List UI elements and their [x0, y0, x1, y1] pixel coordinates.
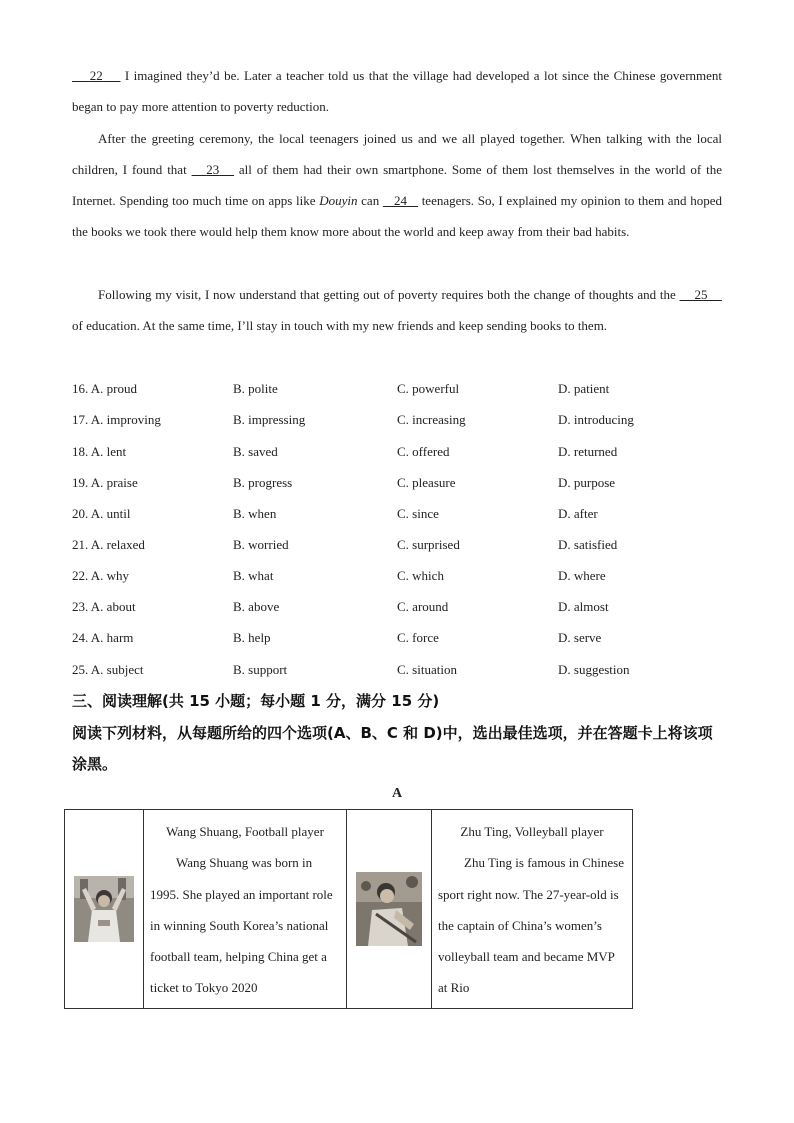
passage-text: of education. At the same time, I’ll stay in touch with my new friends and keep sending books to them.: [72, 318, 608, 333]
profile-title: Wang Shuang, Football player: [166, 824, 324, 839]
option-d: D. purpose: [558, 475, 616, 490]
option-a: 23. A. about: [72, 599, 136, 614]
zhu-ting-photo: [356, 872, 422, 946]
option-c: C. offered: [397, 444, 450, 459]
photo-cell: [65, 810, 144, 1009]
option-d: D. serve: [558, 630, 602, 645]
table-row: [65, 810, 633, 1009]
option-d: D. satisfied: [558, 537, 618, 552]
option-a: 21. A. relaxed: [72, 537, 145, 552]
section-instruction: 阅读下列材料，从每题所给的四个选项(A、B、C 和 D)中，选出最佳选项，并在答题卡上将该项涂黑。: [72, 724, 713, 773]
section-heading: 三、阅读理解(共 15 小题；每小题 1 分，满分 15 分): [72, 692, 440, 710]
option-b: B. worried: [233, 537, 289, 552]
option-b: B. impressing: [233, 412, 306, 427]
photo-cell: [347, 810, 432, 1009]
passage-paragraph-0: [72, 60, 722, 122]
option-row-25: [72, 654, 722, 685]
option-b: B. above: [233, 599, 280, 614]
passage-text: I imagined they’d be. Later a teacher told us that the village had developed a lot since the Chinese government began to pay more attention to poverty reduction.: [72, 68, 723, 114]
profile-text-cell: [144, 810, 347, 1009]
passage-paragraph-1: [72, 123, 722, 247]
passage-text: After the greeting ceremony, the local teenagers joined us and we all played together. When talking with the local children, I found that: [72, 131, 722, 177]
profile-body: [438, 847, 626, 1003]
option-b: B. polite: [233, 381, 278, 396]
option-row-17: [72, 404, 722, 435]
blank-23-number: 23: [206, 162, 220, 177]
profile-body: [150, 847, 340, 1003]
option-row-20: [72, 498, 722, 529]
profile-body-text: Zhu Ting is famous in Chinese sport right now. The 27-year-old is the captain of China’s women’s volleyball team and became MVP at Rio: [438, 855, 624, 996]
option-a: 18. A. lent: [72, 444, 127, 459]
option-d: D. almost: [558, 599, 609, 614]
blank-24: [383, 193, 418, 208]
option-row-16: [72, 373, 722, 404]
option-d: D. where: [558, 568, 606, 583]
profile-title: Zhu Ting, Volleyball player: [460, 824, 604, 839]
option-b: B. what: [233, 568, 274, 583]
option-row-23: [72, 591, 722, 622]
option-c: C. situation: [397, 662, 457, 677]
option-a: 17. A. improving: [72, 412, 161, 427]
part-letter: A: [391, 786, 403, 801]
option-row-18: [72, 436, 722, 467]
option-row-21: [72, 529, 722, 560]
option-b: B. saved: [233, 444, 278, 459]
option-b: B. progress: [233, 475, 293, 490]
option-c: C. powerful: [397, 381, 460, 396]
option-d: D. patient: [558, 381, 610, 396]
option-a: 25. A. subject: [72, 662, 144, 677]
option-d: D. returned: [558, 444, 618, 459]
option-row-24: [72, 622, 722, 653]
option-b: B. support: [233, 662, 288, 677]
profiles-table: [64, 809, 633, 1009]
option-a: 22. A. why: [72, 568, 130, 583]
option-a: 20. A. until: [72, 506, 131, 521]
app-name: Douyin: [319, 193, 358, 208]
option-row-19: [72, 467, 722, 498]
profile-body-text: Wang Shuang was born in 1995. She played an important role in winning South Korea’s national football team, helping China get a ticket to Tokyo 2020: [150, 855, 333, 996]
option-row-22: [72, 560, 722, 591]
blank-24-number: 24: [393, 193, 407, 208]
option-a: 19. A. praise: [72, 475, 138, 490]
option-c: C. around: [397, 599, 449, 614]
blank-25: [679, 287, 722, 302]
option-c: C. pleasure: [397, 475, 456, 490]
blank-23: [192, 162, 234, 177]
option-c: C. force: [397, 630, 439, 645]
option-c: C. surprised: [397, 537, 460, 552]
option-d: D. after: [558, 506, 598, 521]
option-c: C. since: [397, 506, 439, 521]
option-b: B. when: [233, 506, 277, 521]
option-d: D. introducing: [558, 412, 634, 427]
option-c: C. increasing: [397, 412, 466, 427]
passage-text: Following my visit, I now understand that getting out of poverty requires both the change of thoughts and the: [98, 287, 680, 302]
blank-22: [72, 68, 120, 83]
option-b: B. help: [233, 630, 271, 645]
passage-text: all of them had their own smartphone. Some of them lost themselves in the world of the Internet. Spending too much time on apps like: [72, 162, 723, 208]
profile-text-cell: [432, 810, 633, 1009]
option-a: 24. A. harm: [72, 630, 134, 645]
passage-paragraph-2: [72, 279, 722, 341]
passage-text: teenagers. So, I explained my opinion to them and hoped the books we took there would help them know more about the world and keep away from their bad habits.: [72, 193, 723, 239]
option-d: D. suggestion: [558, 662, 630, 677]
passage-text: can: [357, 193, 383, 208]
blank-25-number: 25: [694, 287, 708, 302]
wang-shuang-photo: [74, 876, 134, 942]
blank-22-number: 22: [89, 68, 103, 83]
option-c: C. which: [397, 568, 444, 583]
option-a: 16. A. proud: [72, 381, 137, 396]
